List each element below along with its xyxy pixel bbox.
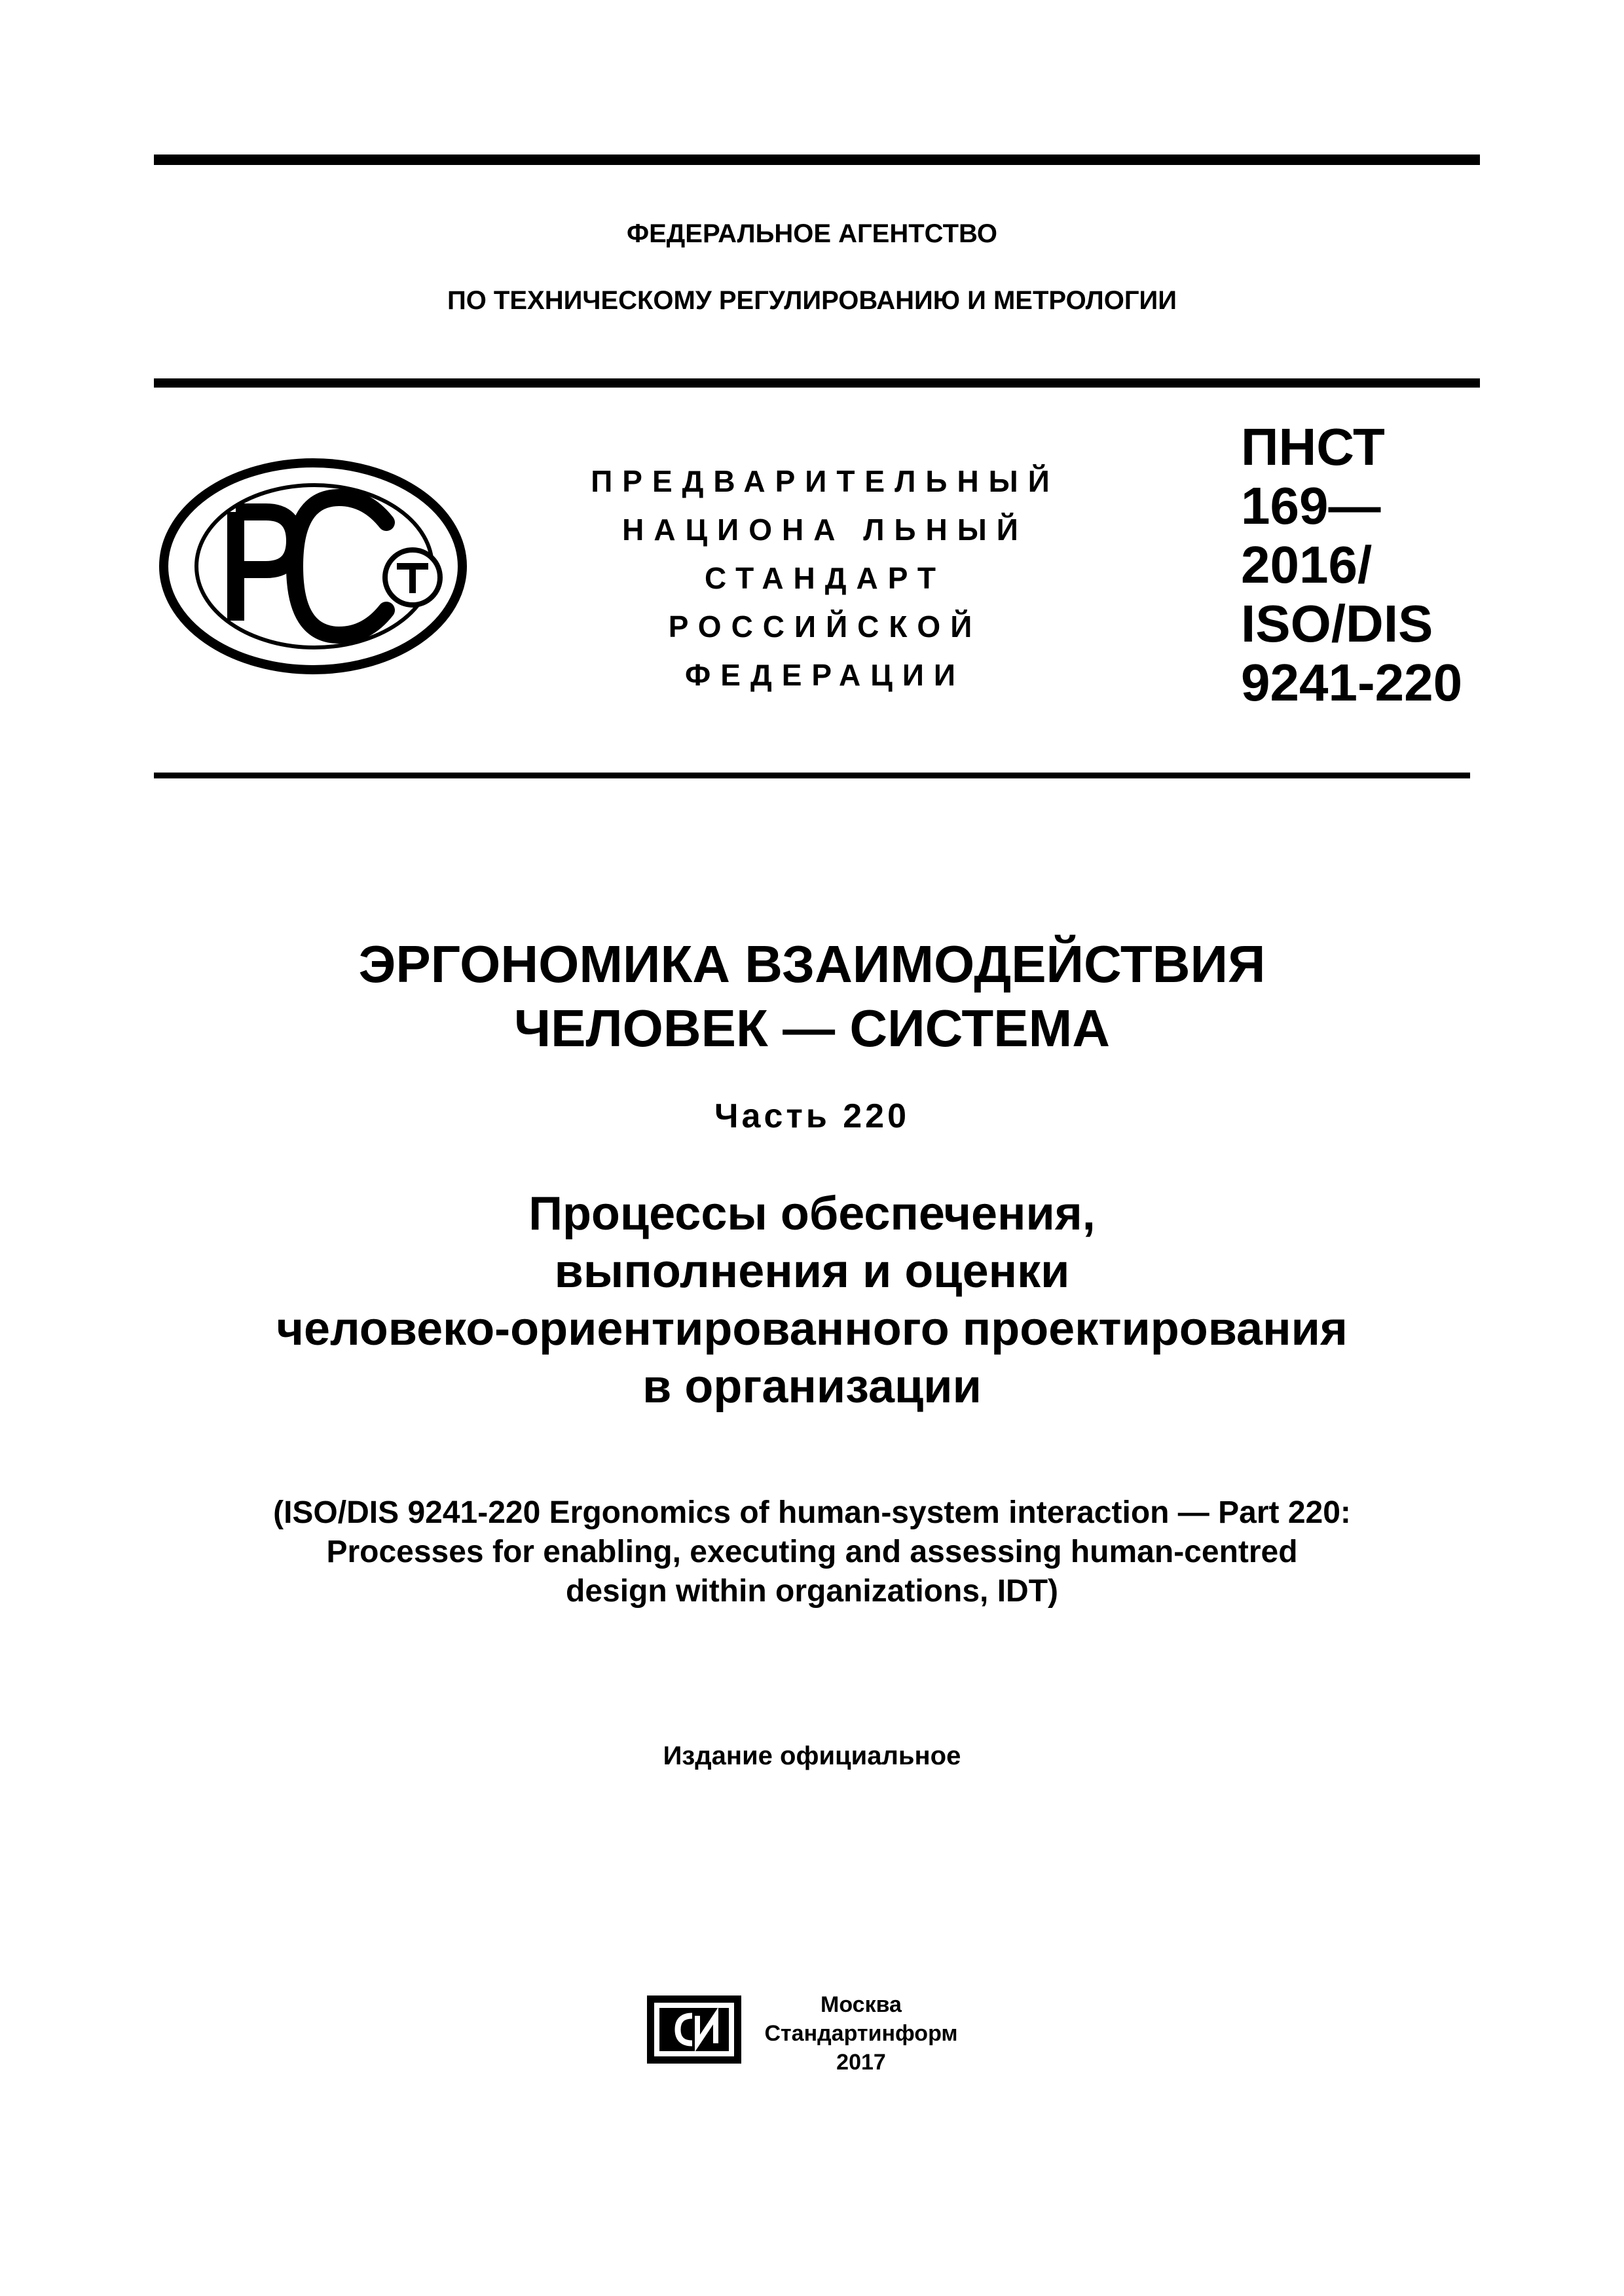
- subtitle-line-2: выполнения и оценки: [554, 1245, 1070, 1298]
- title-line-1: ЭРГОНОМИКА ВЗАИМОДЕЙСТВИЯ: [358, 935, 1266, 993]
- top-rule: [154, 155, 1480, 165]
- subtitle-line-3: человеко-ориентированного проектирования: [276, 1303, 1348, 1355]
- designation-line-2: 169—: [1241, 477, 1381, 535]
- standard-type-line-1: ПРЕДВАРИТЕЛЬНЫЙ: [591, 464, 1060, 498]
- agency-line-1: ФЕДЕРАЛЬНОЕ АГЕНТСТВО: [626, 219, 998, 248]
- publisher-name: Стандартинформ: [764, 2021, 958, 2046]
- english-title-line-3: design within organizations, IDT): [566, 1574, 1058, 1609]
- title-line-2: ЧЕЛОВЕК — СИСТЕМА: [513, 999, 1111, 1057]
- designation-line-5: 9241-220: [1241, 653, 1463, 712]
- standard-type-line-3: СТАНДАРТ: [705, 561, 946, 595]
- standard-type-line-4: РОССИЙСКОЙ: [668, 610, 982, 644]
- publisher-year: 2017: [836, 2050, 886, 2075]
- edition-label: Издание официальное: [663, 1741, 961, 1770]
- header-rule: [154, 378, 1480, 388]
- part-label: Часть 220: [714, 1097, 910, 1135]
- agency-line-2: ПО ТЕХНИЧЕСКОМУ РЕГУЛИРОВАНИЮ И МЕТРОЛОГИИ: [447, 286, 1177, 315]
- designation-line-4: ISO/DIS: [1241, 594, 1433, 653]
- subtitle-line-1: Процессы обеспечения,: [528, 1188, 1096, 1240]
- designation-line-1: ПНСТ: [1241, 418, 1385, 476]
- publisher-city: Москва: [821, 1992, 902, 2017]
- standartinform-logo-icon: [645, 1994, 743, 2066]
- designation-rule: [154, 773, 1470, 778]
- standard-type-line-2: НАЦИОНА ЛЬНЫЙ: [622, 513, 1028, 547]
- gost-r-logo-icon: [156, 452, 470, 681]
- subtitle-line-4: в организации: [642, 1360, 982, 1413]
- standard-type-line-5: ФЕДЕРАЦИИ: [685, 658, 965, 692]
- english-title-line-1: (ISO/DIS 9241-220 Ergonomics of human-system interaction — Part 220:: [273, 1495, 1351, 1530]
- designation-line-3: 2016/: [1241, 536, 1373, 594]
- english-title-line-2: Processes for enabling, executing and assessing human-centred: [326, 1535, 1298, 1569]
